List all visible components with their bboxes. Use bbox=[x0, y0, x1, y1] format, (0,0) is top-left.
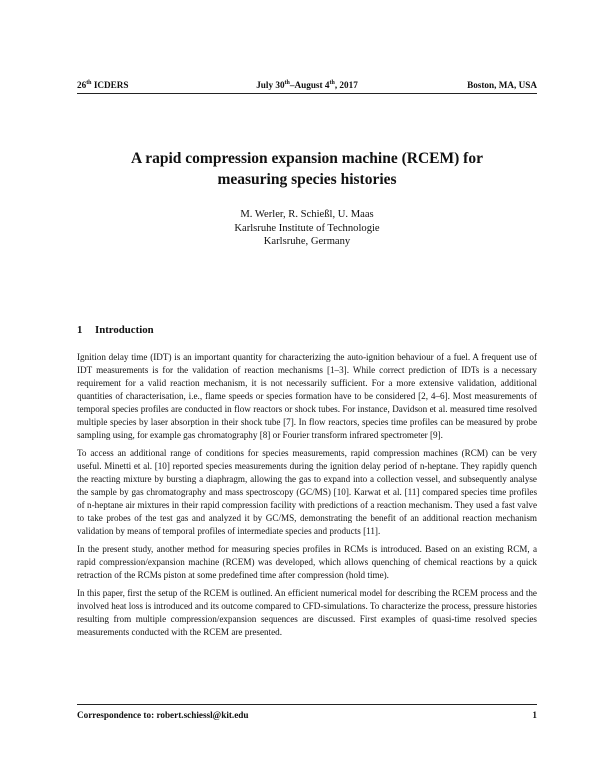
section-number: 1 bbox=[77, 324, 83, 336]
paragraph: In the present study, another method for measuring species profiles in RCMs is introduced. Based on an existing RCM, a rapid compression/expansion machine (RCEM) was developed, which allows quenching of chemical reactions by a quick retraction of the RCMs piston at some predefined time after compression (hold time). bbox=[77, 544, 537, 580]
paper-title bbox=[77, 148, 537, 190]
footer-rule bbox=[77, 704, 537, 705]
paragraph: To access an additional range of conditions for species measurements, rapid compression machines (RCM) can be very useful. Minetti et al. [10] reported species measurements during the ignition delay period of n-heptane. They rapidly quench the reacting mixture by bursting a diaphragm, allowing the gas to expand into a collection vessel, and subsequently analyse the sample by gas chromatography and mass spectroscopy (GC/MS) [10]. Karwat et al. [11] compared species time profiles of n-heptane air mixtures in their rapid compression facility with predictions of a reaction mechanism. They used a fast valve to take probes of the test gas and analyzed it by GC/MS, demonstrating the benefit of an additional reaction mechanism validation by means of temporal profiles of intermediate species and products [11]. bbox=[77, 448, 537, 536]
title-line-2: measuring species histories bbox=[217, 171, 397, 188]
section-heading bbox=[77, 324, 154, 336]
paragraph: Ignition delay time (IDT) is an important quantity for characterizing the auto-ignition behaviour of a fuel. A frequent use of IDT measurements is for the validation of reaction mechanisms [1–3]. While correct prediction of IDTs is a necessary requirement for a valid reaction mechanism, it is not necessarily sufficient. For a more extensive validation, additional quantities of characterisation, i.e., flame speeds or species formation have to be considered [2, 4–6]. Most measurements of temporal species profiles are conducted in flow reactors or shock tubes. For instance, Davidson et al. measured time resolved multiple species by laser absorption in their shock tube [7]. In flow reactors, species time profiles can be measured by probe sampling using, for example gas chromatography [8] or Fourier transform infrared spectrometer [9]. bbox=[77, 352, 537, 440]
author-location: Karlsruhe, Germany bbox=[263, 236, 351, 247]
paragraph: In this paper, first the setup of the RCEM is outlined. An efficient numerical model for describing the RCEM process and the involved heat loss is introduced and its outcome compared to CFD-simulations. To characterize the process, pressure histories resulting from multiple compression/expansion sequences are discussed. First examples of quasi-time resolved species measurements conducted with the RCEM are presented. bbox=[77, 588, 537, 637]
conference-dates: July 30th–August 4th, 2017 bbox=[256, 79, 358, 90]
title-line-1: A rapid compression expansion machine (RCEM) for bbox=[131, 150, 483, 167]
running-footer bbox=[77, 710, 537, 722]
running-header bbox=[77, 80, 537, 92]
section-title: Introduction bbox=[95, 324, 154, 336]
author-institution: Karlsruhe Institute of Technologie bbox=[234, 222, 380, 234]
header-rule bbox=[77, 93, 537, 94]
section-body bbox=[77, 351, 537, 644]
conference-location: Boston, MA, USA bbox=[467, 80, 537, 90]
correspondence-line: Correspondence to: robert.schiessl@kit.edu bbox=[77, 710, 249, 720]
author-names: M. Werler, R. Schießl, U. Maas bbox=[240, 209, 374, 220]
page-number: 1 bbox=[532, 710, 537, 720]
conference-name: 26th ICDERS bbox=[77, 79, 129, 90]
author-block bbox=[77, 208, 537, 249]
